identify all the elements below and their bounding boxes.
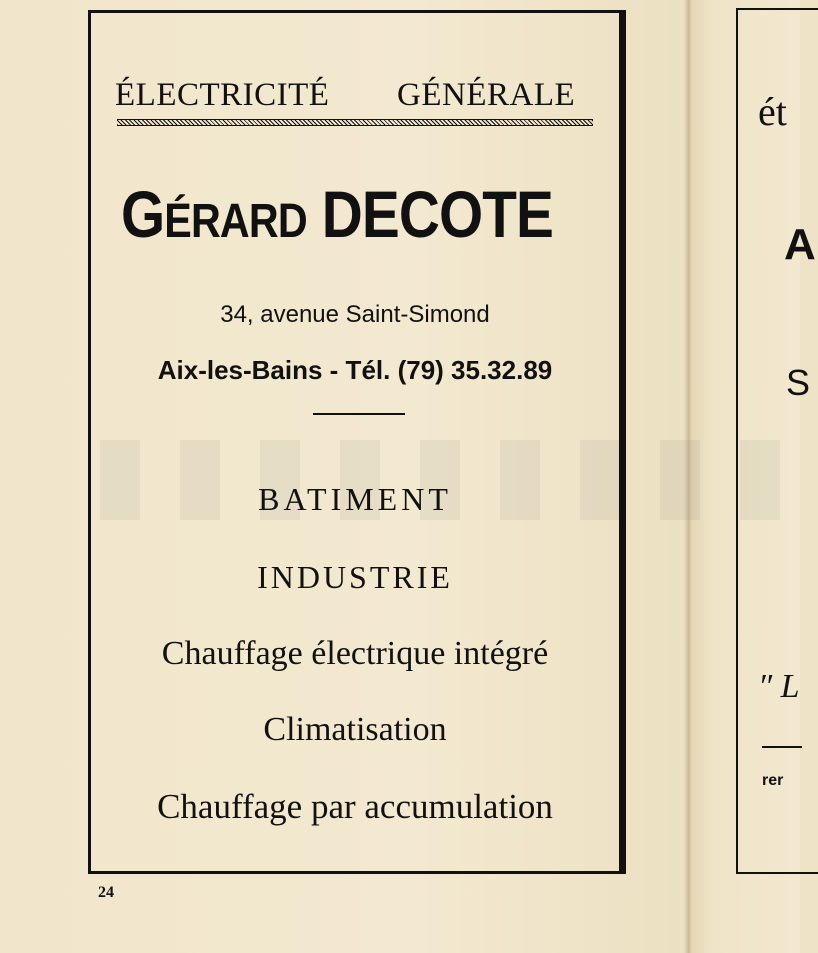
name-initial: G <box>121 177 165 251</box>
right-fragment-4: ″ L <box>758 668 800 705</box>
page-gutter <box>684 0 692 953</box>
ad-header-word2: GÉNÉRALE <box>397 77 576 113</box>
right-fragment-2: A <box>784 220 816 269</box>
ad-header <box>115 77 595 114</box>
service-batiment: BATIMENT <box>258 481 452 517</box>
service-chauffage-integre: Chauffage électrique intégré <box>161 635 549 672</box>
decorative-rule <box>117 119 593 126</box>
name-last: DECOTE <box>321 177 554 251</box>
right-fragment-3: S <box>786 362 811 403</box>
service-chauffage-accumulation: Chauffage par accumulation <box>157 787 553 826</box>
name-rest: ÉRARD <box>164 195 307 248</box>
right-page-ad-box <box>736 8 818 874</box>
right-fragment-5: rer <box>762 772 784 789</box>
advertisement-content <box>91 13 619 871</box>
ad-header-word1: ÉLECTRICITÉ <box>115 77 330 113</box>
service-industrie: INDUSTRIE <box>257 559 453 595</box>
divider-rule <box>313 413 405 415</box>
right-page-rule <box>762 746 802 748</box>
advertisement-box <box>88 10 622 874</box>
city-phone: Aix-les-Bains - Tél. (79) 35.32.89 <box>157 355 553 385</box>
page-number: 24 <box>98 884 114 901</box>
company-name <box>121 177 554 251</box>
address: 34, avenue Saint-Simond <box>220 301 490 328</box>
service-climatisation: Climatisation <box>263 711 447 748</box>
right-fragment-1: ét <box>758 89 787 134</box>
